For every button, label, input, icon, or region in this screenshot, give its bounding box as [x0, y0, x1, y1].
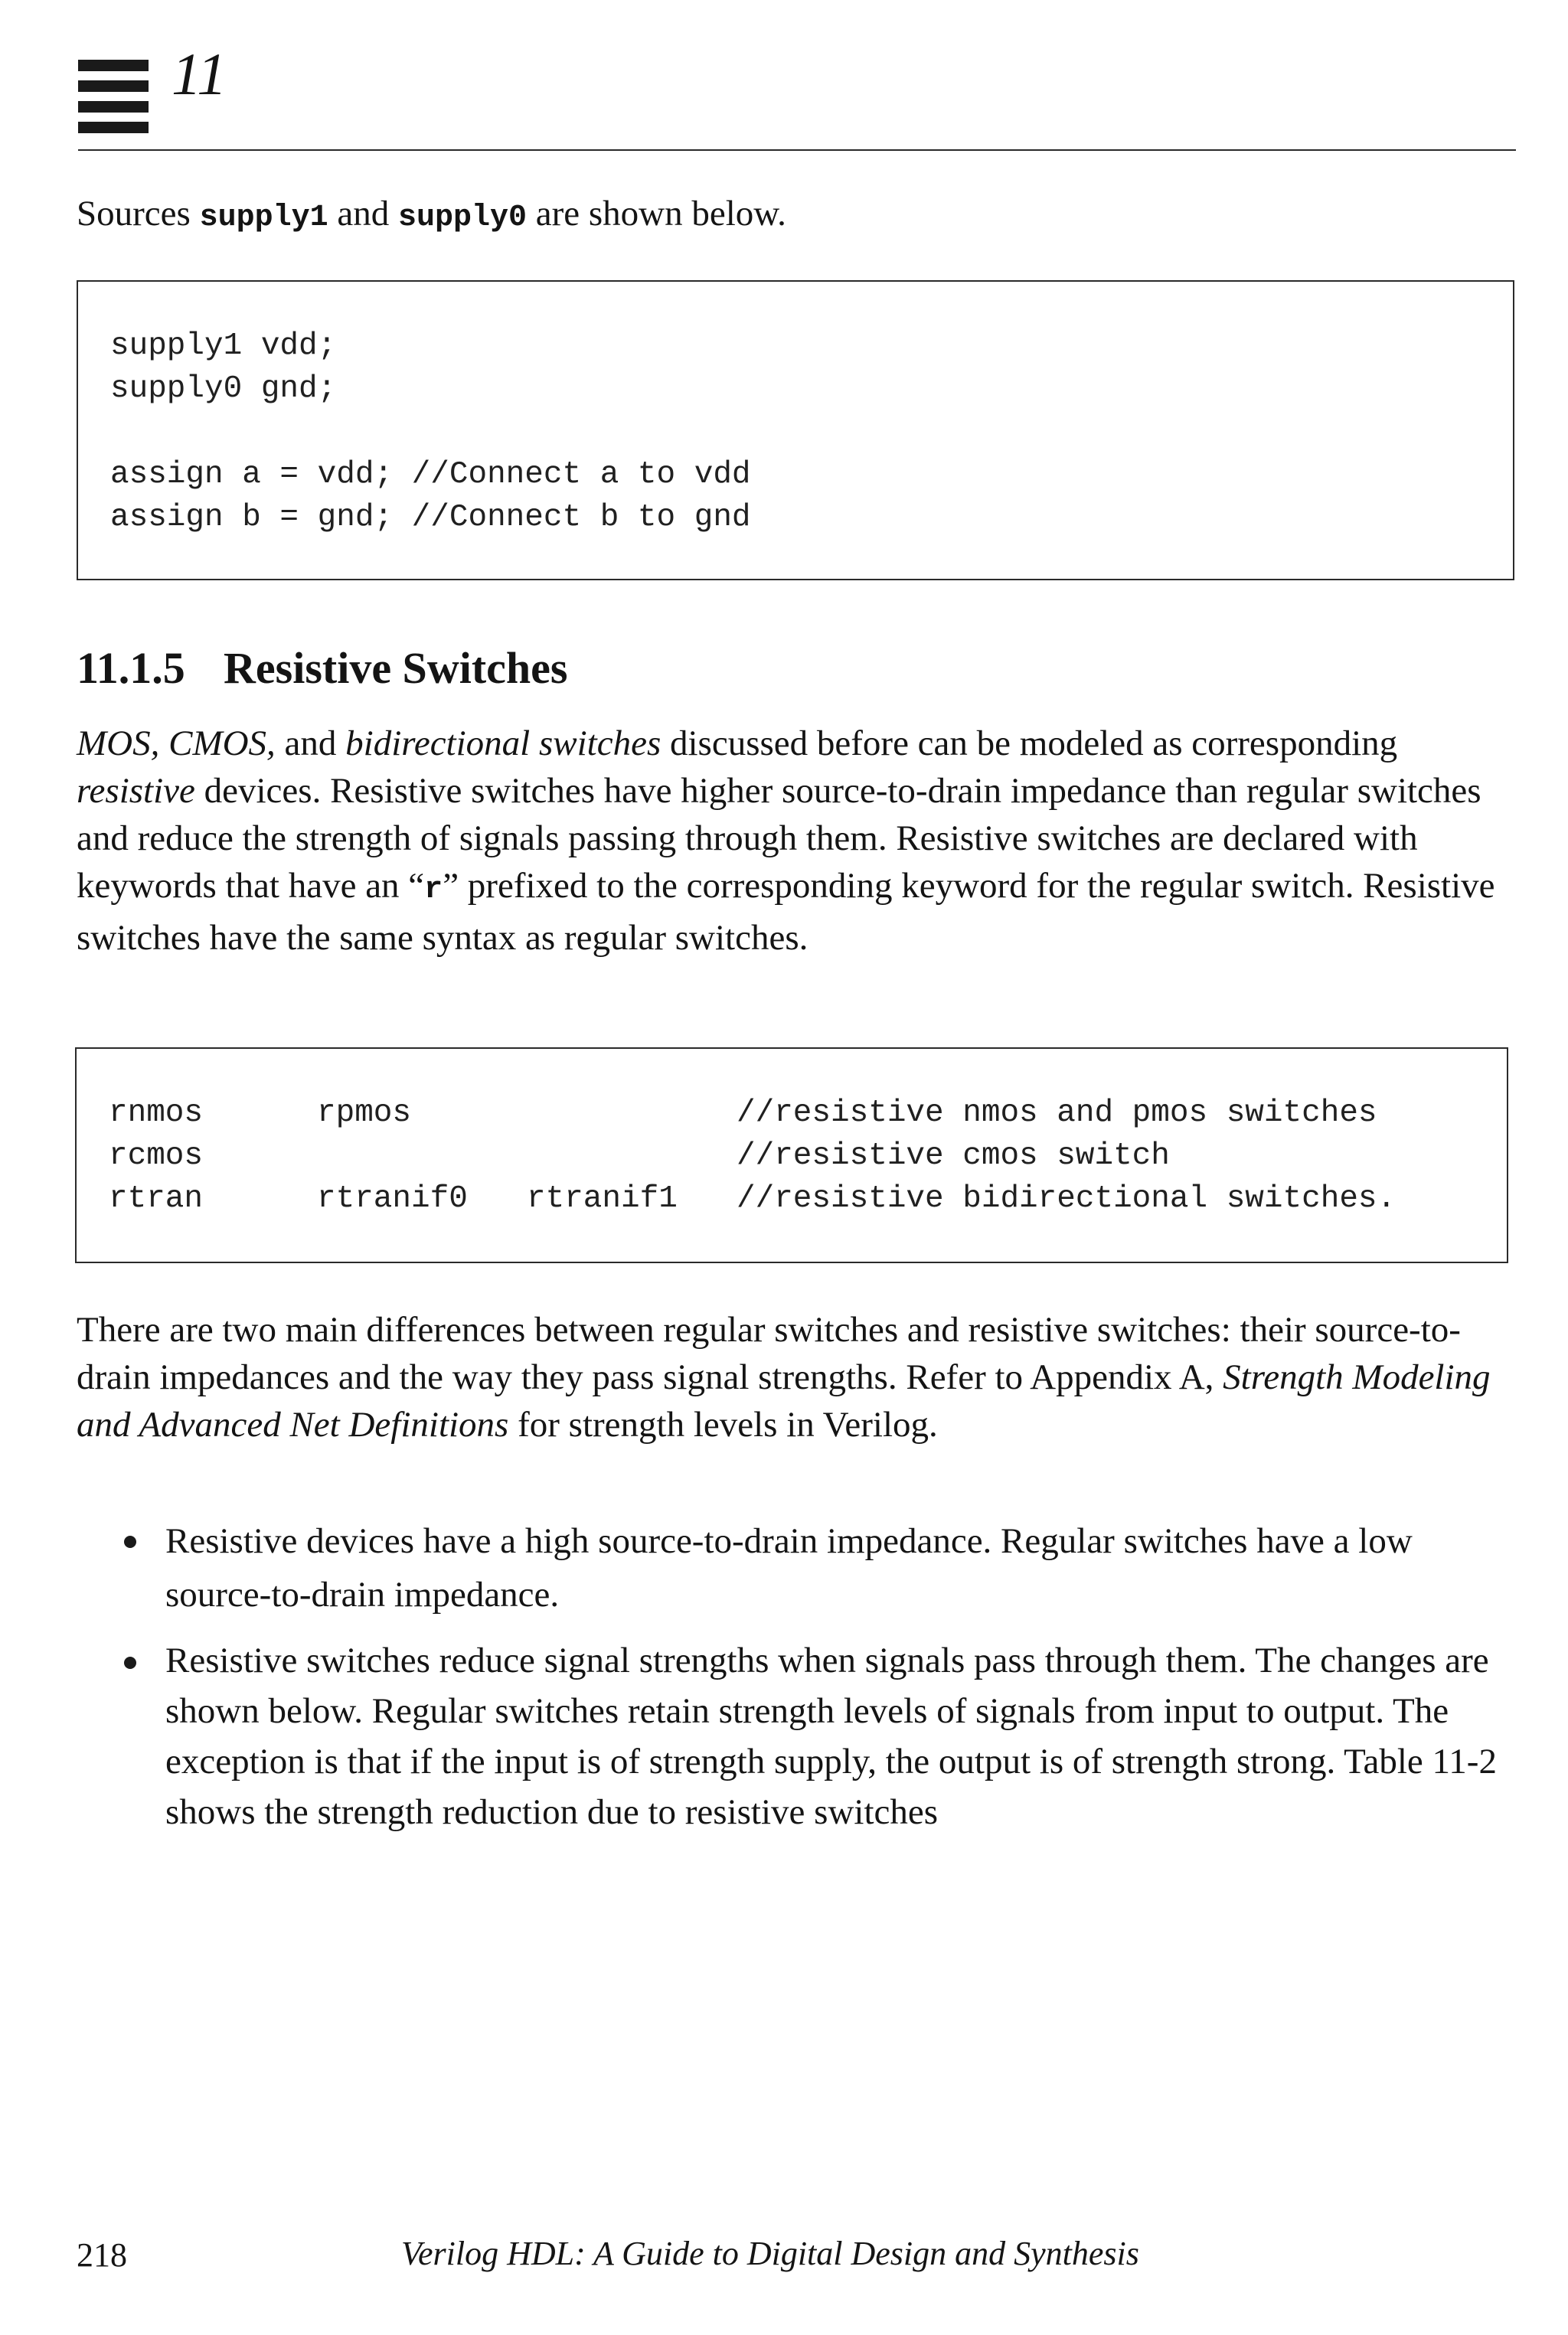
chapter-marker-icon — [78, 60, 149, 133]
keyword-r: r — [424, 873, 443, 907]
code-line: supply0 gnd; — [110, 371, 337, 407]
code-keyword: rcmos — [109, 1138, 204, 1174]
code-keyword: rnmos — [109, 1096, 204, 1131]
code-keyword: rtranif0 — [317, 1181, 468, 1216]
code-keyword: rtran — [109, 1181, 204, 1216]
section-title: Resistive Switches — [224, 643, 568, 693]
section-heading — [77, 642, 567, 695]
code-keyword: rtranif1 — [527, 1181, 678, 1216]
page-number: 218 — [77, 2236, 127, 2274]
appendix-title: Strength Modeling and Advanced Net Definitions — [77, 1357, 1491, 1445]
code-keyword: rpmos — [317, 1096, 412, 1131]
code-line: assign b = gnd; //Connect b to gnd — [110, 500, 751, 535]
keyword-supply1: supply1 — [199, 201, 328, 235]
header-rule — [78, 149, 1516, 151]
code-comment: //resistive cmos switch — [737, 1138, 1170, 1174]
chapter-number: 11 — [172, 41, 227, 107]
section-number: 11.1.5 — [77, 643, 185, 693]
code-comment: //resistive bidirectional switches. — [737, 1181, 1396, 1216]
code-comment: //resistive nmos and pmos switches — [737, 1096, 1377, 1131]
code-line: supply1 vdd; — [110, 328, 337, 364]
list-item: Resistive devices have a high source-to-drain impedance. Regular switches have a low source-to-drain impedance. — [165, 1521, 1413, 1615]
code-line: assign a = vdd; //Connect a to vdd — [110, 457, 751, 492]
differences-paragraph: There are two main differences between regular switches and resistive switches: their source-to-drain impedances and the way they pass signal strengths. Refer to Appendix A, Strength Modeling and Advanced Net Definitions for strength levels in Verilog. — [77, 1310, 1491, 1445]
supply-code-block — [77, 280, 1514, 580]
resistive-switch-code-block — [75, 1047, 1508, 1263]
bullet-icon — [124, 1536, 136, 1548]
supply-intro-text: Sources supply1 and supply0 are shown below. — [77, 194, 786, 235]
bullet-icon — [124, 1657, 136, 1669]
book-title-footer: Verilog HDL: A Guide to Digital Design and Synthesis — [401, 2235, 1139, 2272]
list-item: Resistive switches reduce signal strengths when signals pass through them. The changes are shown below. Regular switches retain strength levels of signals from input to output. The exception is that if the input is of strength supply, the output is of strength strong. Table 11-2 shows the strength reduction due to resistive switches — [165, 1641, 1497, 1832]
resistive-switches-paragraph: MOS, CMOS, and bidirectional switches discussed before can be modeled as corresponding resistive devices. Resistive switches have higher source-to-drain impedance than regular switches and reduce the strength of signals passing through them. Resistive switches are declared with keywords that have an “r” prefixed to the corresponding keyword for the regular switch. Resistive switches have the same syntax as regular switches. — [77, 723, 1495, 958]
keyword-supply0: supply0 — [397, 201, 527, 235]
